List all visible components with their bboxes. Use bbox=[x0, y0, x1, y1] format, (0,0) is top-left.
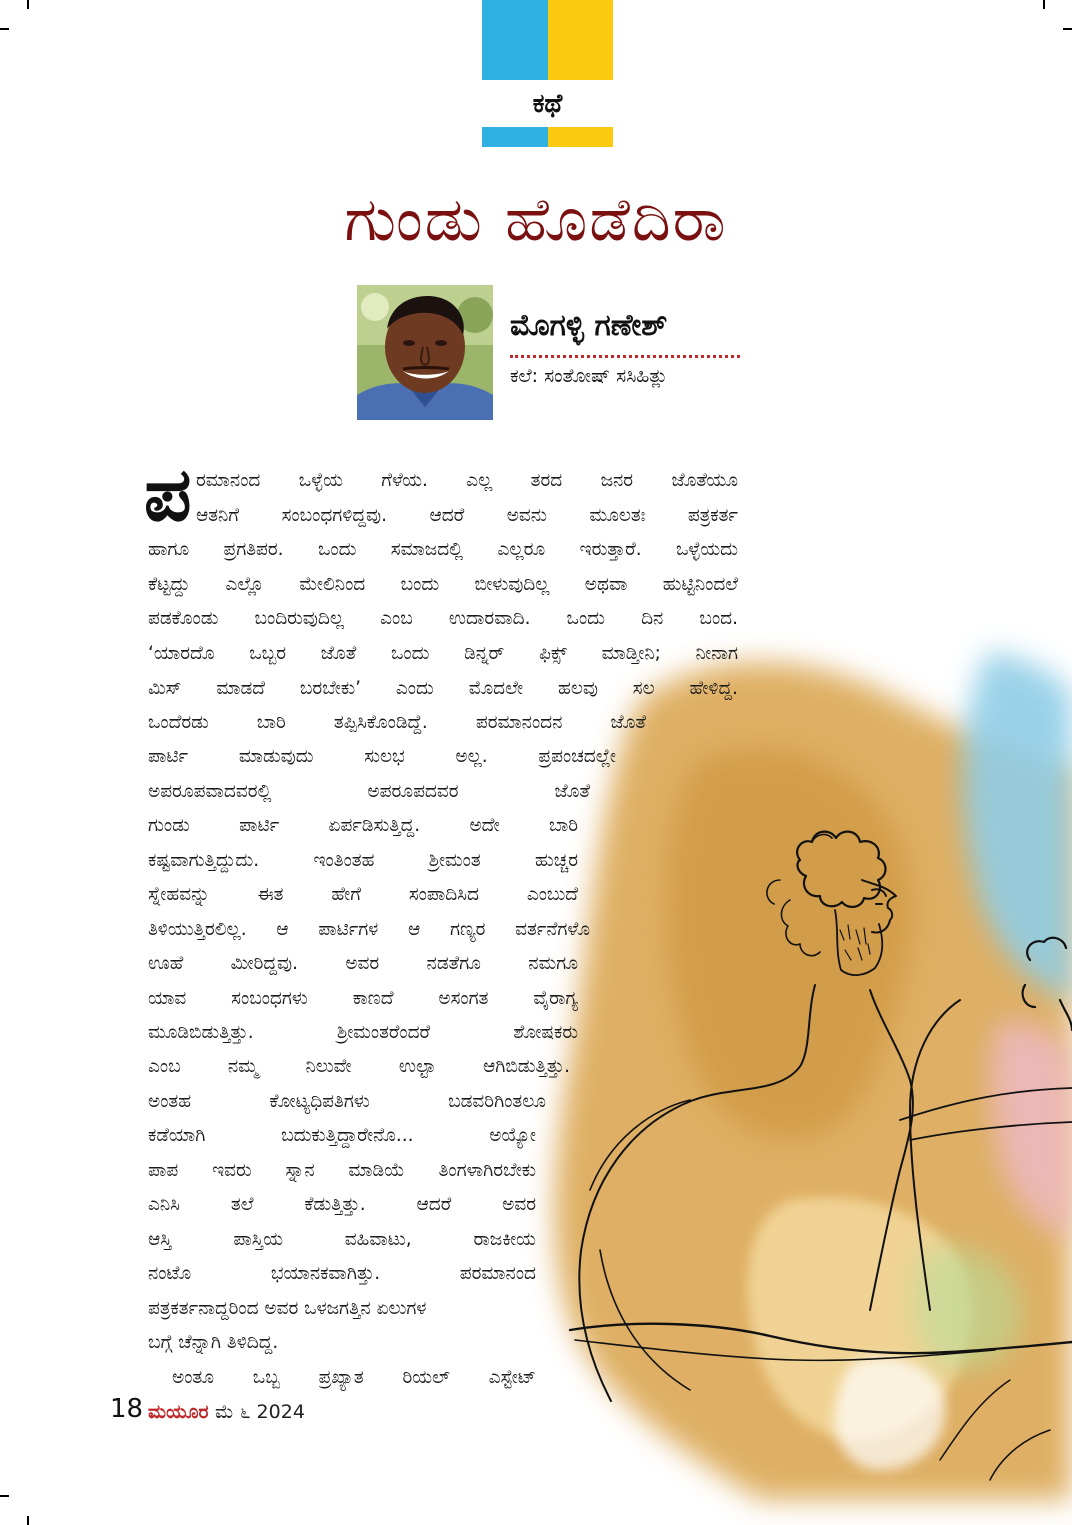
body-line: ಮಿಸ್ ಮಾಡದೆ ಬರಬೇಕು’ ಎಂದು ಮೊದಲೇ ಹಲವು ಸಲ ಹೇಳಿದ್ದ. bbox=[148, 678, 738, 699]
section-label: ಕಥೆ bbox=[532, 89, 563, 119]
body-line: ರಮಾನಂದ ಒಳ್ಳೆಯ ಗೆಳೆಯ. ಎಲ್ಲ ತರದ ಜನರ ಜೊತೆಯೂ bbox=[196, 470, 738, 491]
body-line: ಅಂತೂ ಒಬ್ಬ ಪ್ರಖ್ಯಾತ ರಿಯಲ್ ಎಸ್ಟೇಟ್ bbox=[172, 1367, 536, 1388]
body-line: ಯಾವ ಸಂಬಂಧಗಳು ಕಾಣದೆ ಅಸಂಗತ ವೈರಾಗ್ಯ bbox=[148, 988, 578, 1009]
body-line: ಪಡಕೊಂಡು ಬಂದಿರುವುದಿಲ್ಲ ಎಂಬ ಉದಾರವಾದಿ. ಒಂದು ದಿನ ಬಂದ. bbox=[148, 608, 738, 629]
author-photo bbox=[357, 285, 493, 420]
body-line: ಕಡೆಯಾಗಿ ಬದುಕುತ್ತಿದ್ದಾರೇನೊ... ಅಯ್ಯೋ bbox=[148, 1125, 536, 1146]
body-line: ಕಷ್ಟವಾಗುತ್ತಿದ್ದುದು. ಇಂತಿಂತಹ ಶ್ರೀಮಂತ ಹುಚ್ಚರ bbox=[148, 850, 578, 871]
page-number: 18 bbox=[110, 1394, 144, 1424]
body-line: ಆಸ್ತಿ ಪಾಸ್ತಿಯ ವಹಿವಾಟು, ರಾಜಕೀಯ bbox=[148, 1229, 536, 1250]
body-line: ಅಪರೂಪವಾದವರಲ್ಲಿ ಅಪರೂಪದವರ ಜೊತೆ bbox=[148, 781, 590, 802]
body-line: ಕೆಟ್ಟದ್ದು ಎಲ್ಲೊ ಮೇಲಿನಿಂದ ಬಂದು ಬೀಳುವುದಿಲ್ಲ ಅಥವಾ ಹುಟ್ಟಿನಿಂದಲೆ bbox=[148, 574, 738, 595]
author-name: ಮೊಗಳ್ಳಿ ಗಣೇಶ್ bbox=[510, 308, 668, 343]
body-line: ಎಂಬ ನಮ್ಮ ನಿಲುವೇ ಉಲ್ಟಾ ಆಗಿಬಿಡುತ್ತಿತ್ತು. bbox=[148, 1056, 570, 1077]
body-line: ಪತ್ರಕರ್ತನಾದ್ದರಿಂದ ಅವರ ಒಳಜಗತ್ತಿನ ಏಲುಗಳ bbox=[148, 1298, 427, 1319]
watercolor-wash bbox=[554, 650, 1072, 1500]
banner-blue-bottom bbox=[482, 127, 548, 147]
body-line: ಒಂದೆರಡು ಬಾರಿ ತಪ್ಪಿಸಿಕೊಂಡಿದ್ದೆ. ಪರಮಾನಂದನ ಜೊತೆ bbox=[148, 712, 646, 733]
banner-yellow-bottom bbox=[548, 127, 613, 147]
body-line: ಗುಂಡು ಪಾರ್ಟಿ ಏರ್ಪಡಿಸುತ್ತಿದ್ದ. ಅದೇ ಬಾರಿ bbox=[148, 815, 578, 836]
byline-divider bbox=[510, 355, 740, 358]
body-line: ಮೂಡಿಬಿಡುತ್ತಿತ್ತು. ಶ್ರೀಮಂತರೆಂದರೆ ಶೋಷಕರು bbox=[148, 1022, 578, 1043]
body-line: ಊಹೆ ಮೀರಿದ್ದವು. ಅವರ ನಡತೆಗೂ ನಮಗೂ bbox=[148, 953, 578, 974]
story-title: ಗುಂಡು ಹೊಡೆದಿರಾ bbox=[344, 185, 728, 255]
banner-yellow-top bbox=[548, 0, 613, 80]
body-line: ಅಂತಹ ಕೋಟ್ಯಧಿಪತಿಗಳು ಬಡವರಿಗಿಂತಲೂ bbox=[148, 1091, 546, 1112]
magazine-logo: ಮಯೂರ bbox=[148, 1401, 209, 1423]
issue-date: ಮೆ ೬ 2024 bbox=[215, 1401, 305, 1423]
body-line: ನಂಟೊ ಭಯಾನಕವಾಗಿತ್ತು. ಪರಮಾನಂದ bbox=[148, 1263, 536, 1284]
drop-cap: ಪ bbox=[144, 452, 192, 538]
body-line: ಹಾಗೂ ಪ್ರಗತಿಪರ. ಒಂದು ಸಮಾಜದಲ್ಲಿ ಎಲ್ಲರೂ ಇರುತ್ತಾರೆ. ಒಳ್ಳೆಯದು bbox=[148, 539, 738, 560]
art-credit: ಕಲೆ: ಸಂತೋಷ್ ಸಸಿಹಿತ್ಲು bbox=[510, 365, 668, 387]
body-line: ‘ಯಾರದೊ ಒಬ್ಬರ ಜೊತೆ ಒಂದು ಡಿನ್ನರ್ ಫಿಕ್ಸ್ ಮಾಡ್ತೀನಿ; ನೀನಾಗ bbox=[148, 643, 738, 664]
banner-blue-top bbox=[482, 0, 548, 80]
body-line: ಆತನಿಗೆ ಸಂಬಂಧಗಳಿದ್ದವು. ಆದರೆ ಅವನು ಮೂಲತಃ ಪತ್ರಕರ್ತ bbox=[196, 505, 738, 526]
body-line: ಎನಿಸಿ ತಲೆ ಕೆಡುತ್ತಿತ್ತು. ಆದರೆ ಅವರ bbox=[148, 1194, 536, 1215]
body-line: ಸ್ನೇಹವನ್ನು ಈತ ಹೇಗೆ ಸಂಪಾದಿಸಿದ ಎಂಬುದೆ bbox=[148, 884, 578, 905]
body-line: ತಿಳಿಯುತ್ತಿರಲಿಲ್ಲ. ಆ ಪಾರ್ಟಿಗಳ ಆ ಗಣ್ಯರ ವರ್ತನೆಗಳೊ bbox=[148, 919, 590, 940]
body-line: ಪಾರ್ಟಿ ಮಾಡುವುದು ಸುಲಭ ಅಲ್ಲ. ಪ್ರಪಂಚದಲ್ಲೇ bbox=[148, 746, 616, 767]
body-line: ಬಗ್ಗೆ ಚೆನ್ನಾಗಿ ತಿಳಿದಿದ್ದ. bbox=[148, 1332, 279, 1353]
body-line: ಪಾಪ ಇವರು ಸ್ನಾನ ಮಾಡಿಯೆ ತಿಂಗಳಾಗಿರಬೇಕು bbox=[148, 1160, 536, 1181]
